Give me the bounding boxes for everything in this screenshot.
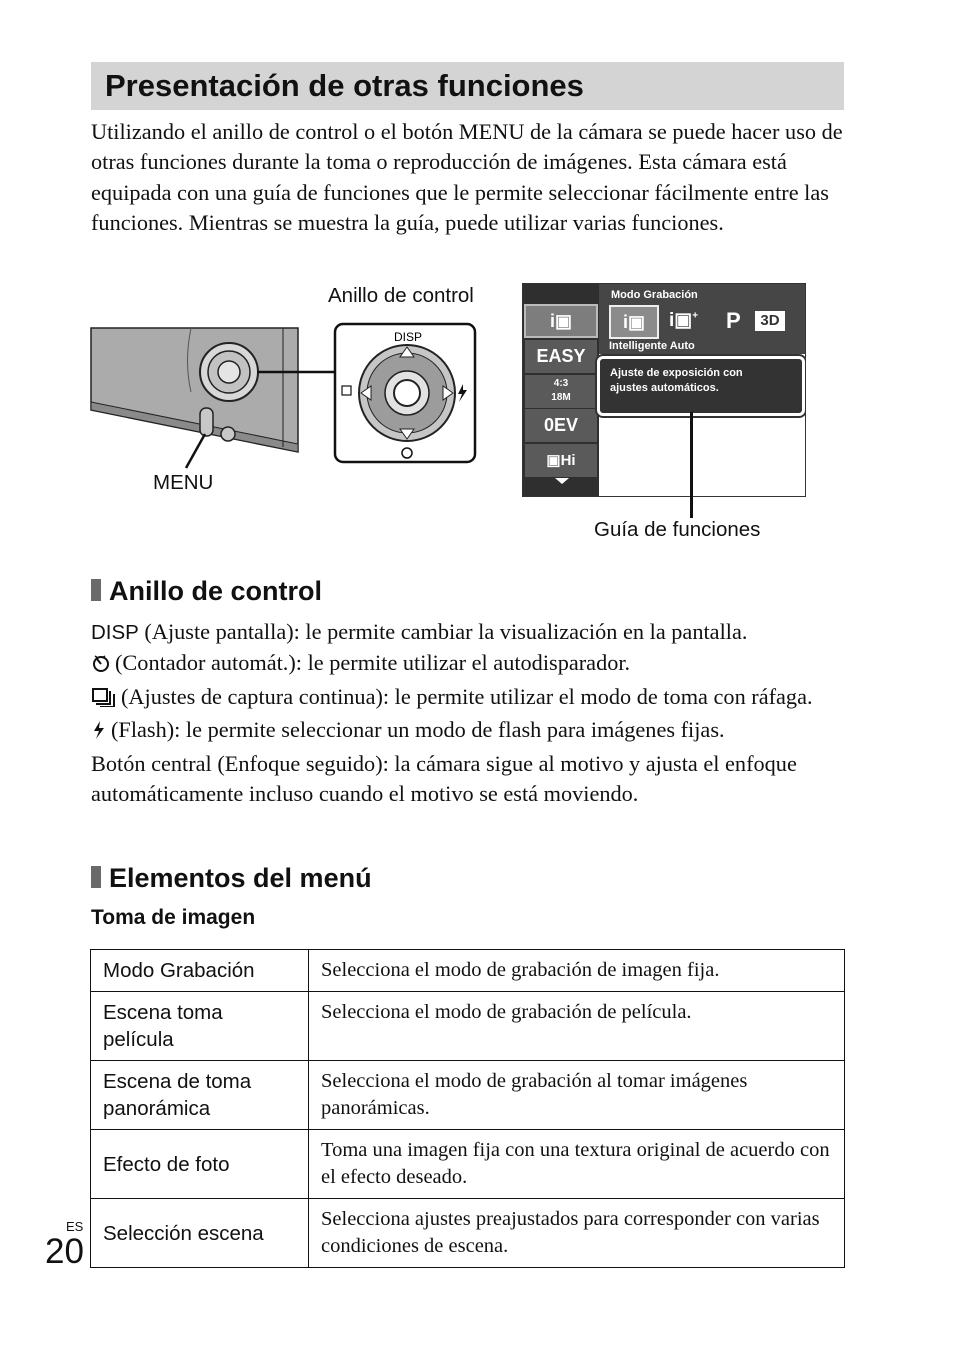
camera-body-illustration (88, 322, 483, 470)
intro-paragraph: Utilizando el anillo de control o el botón MENU de la cámara se puede hacer uso de otras funciones durante la toma o reproducción de imágenes. Esta cámara está equipada con una guía de funciones que le permite seleccionar fácilmente entre las funciones. Mientras se muestra la guía, puede utilizar varias funciones. (91, 119, 843, 236)
center-button-line: Botón central (Enfoque seguido): la cámara sigue al motivo y ajusta el enfoque automáticamente incluso cuando el motivo se está moviendo. (91, 750, 797, 807)
disp-key: DISP (91, 621, 139, 644)
flash-icon (91, 718, 107, 748)
heading-marker (91, 579, 101, 601)
section-title-bar (91, 62, 844, 110)
menu-item-desc: Selecciona el modo de grabación de imagen fija. (309, 950, 845, 992)
table-row (91, 1199, 845, 1268)
label-function-guide: Guía de funciones (594, 518, 761, 541)
screen-easy-item: EASY (525, 340, 597, 373)
screen-size-item (525, 375, 597, 408)
screen-size: 18M (551, 392, 571, 403)
screen-guide-line1: Ajuste de exposición con (610, 367, 743, 379)
screen-drive-item: ▣Hi (525, 444, 597, 477)
screen-drive-label: Hi (560, 452, 576, 469)
screen-more-arrow-icon (555, 478, 569, 484)
screen-guide-box (597, 356, 805, 416)
heading-text: Elementos del menú (109, 863, 372, 893)
section-heading-menu-items (91, 863, 372, 894)
continuous-shooting-icon (91, 685, 117, 715)
guide-callout-line (690, 412, 693, 518)
page-title: Presentación de otras funciones (105, 68, 584, 103)
menu-items-table (90, 949, 845, 1268)
continuous-text: (Ajustes de captura continua): le permite utilizar el modo de toma con ráfaga. (121, 683, 813, 709)
menu-item-name: Modo Grabación (91, 950, 309, 992)
menu-item-name: Escena de toma panorámica (91, 1061, 309, 1130)
table-row (91, 1130, 845, 1199)
screen-aspect: 4:3 (553, 378, 569, 389)
subheading-shooting: Toma de imagen (91, 906, 256, 929)
menu-item-desc: Selecciona el modo de grabación al tomar imágenes panorámicas. (309, 1061, 845, 1130)
screen-mode-3d: 3D (755, 311, 785, 331)
screen-ev-item: 0EV (525, 409, 597, 442)
menu-item-desc: Selecciona el modo de grabación de película. (309, 992, 845, 1061)
function-guide-screen (522, 283, 806, 497)
section-heading-control-ring (91, 576, 322, 607)
heading-marker (91, 866, 101, 888)
menu-item-name: Selección escena (91, 1199, 309, 1268)
menu-item-name: Escena toma película (91, 992, 309, 1061)
flash-text: (Flash): le permite seleccionar un modo de flash para imágenes fijas. (111, 717, 725, 743)
self-timer-icon (91, 651, 111, 681)
menu-item-name: Efecto de foto (91, 1130, 309, 1199)
screen-guide-line2: ajustes automáticos. (610, 382, 719, 394)
flash-line (91, 715, 851, 748)
disp-line (91, 617, 851, 648)
continuous-line (91, 682, 851, 715)
control-ring-description (91, 617, 851, 809)
table-row (91, 992, 845, 1061)
screen-mode-p: P (726, 308, 741, 333)
table-row (91, 1061, 845, 1130)
screen-auto-mode-icon: i▣ (609, 305, 659, 339)
menu-item-desc: Toma una imagen fija con una textura original de acuerdo con el efecto deseado. (309, 1130, 845, 1199)
screen-menu-title: Modo Grabación (611, 289, 698, 301)
timer-line (91, 648, 851, 681)
table-row (91, 950, 845, 992)
label-menu-button: MENU (153, 471, 214, 494)
label-control-ring: Anillo de control (328, 284, 474, 307)
timer-text: (Contador automát.): le permite utilizar el autodisparador. (115, 650, 631, 676)
disp-text: (Ajuste pantalla): le permite cambiar la visualización en la pantalla. (138, 619, 748, 644)
screen-mode-label: Intelligente Auto (609, 340, 695, 352)
screen-mode-icon: i▣ (524, 304, 598, 338)
screen-auto-plus-icon: i▣+ (669, 310, 699, 331)
menu-item-desc: Selecciona ajustes preajustados para corresponder con varias condiciones de escena. (309, 1199, 845, 1268)
heading-text: Anillo de control (109, 576, 322, 606)
page-number: 20 (45, 1232, 84, 1271)
ring-disp-label: DISP (393, 330, 423, 344)
language-code: ES (66, 1219, 84, 1234)
